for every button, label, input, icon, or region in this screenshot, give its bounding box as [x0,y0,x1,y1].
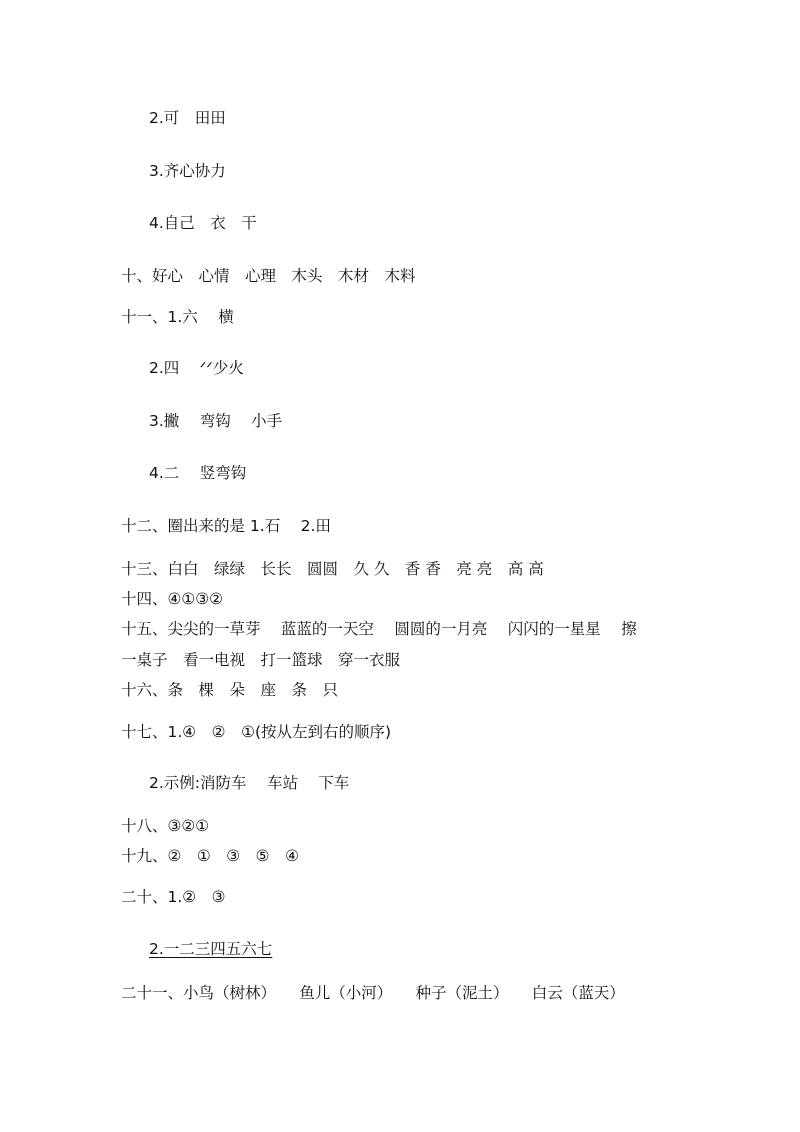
answer-section-17-item-2: 2.示例:消防车 车站 下车 [149,774,350,792]
answer-section-11: 十一、1.六 横 [121,308,234,326]
answer-section-19: 十九、② ① ③ ⑤ ④ [121,847,299,865]
answer-section-15-continued: 一桌子 看一电视 打一篮球 穿一衣服 [121,651,401,669]
answer-section-20-item-2: 2.一二三四五六七 [149,940,273,958]
answer-section-20: 二十、1.② ③ [121,888,226,906]
answer-section-17: 十七、1.④ ② ①(按从左到右的顺序) [121,723,392,741]
answer-section-15: 十五、尖尖的一草芽 蓝蓝的一天空 圆圆的一月亮 闪闪的一星星 擦 [121,620,637,638]
answer-line-4-ziji: 4.自己 衣 干 [149,214,257,232]
answer-line-3-qixin: 3.齐心协力 [149,162,226,180]
answer-section-10: 十、好心 心情 心理 木头 木材 木料 [121,267,416,285]
answer-section-11-item-2: 2.四 ᐟᐟ少火 [149,359,244,377]
answer-line-2-ke: 2.可 田田 [149,109,226,127]
answer-section-11-item-3: 3.撇 弯钩 小手 [149,412,283,430]
answer-section-21: 二十一、小鸟（树林） 鱼儿（小河） 种子（泥土） 白云（蓝天） [121,984,625,1002]
answer-section-12: 十二、圈出来的是 1.石 2.田 [121,517,331,535]
answer-section-13: 十三、白白 绿绿 长长 圆圆 久 久 香 香 亮 亮 高 高 [121,560,544,578]
answer-section-14: 十四、④①③② [121,590,224,608]
answer-section-18: 十八、③②① [121,817,210,835]
answer-section-16: 十六、条 棵 朵 座 条 只 [121,681,339,699]
answer-section-11-item-4: 4.二 竖弯钩 [149,464,247,482]
